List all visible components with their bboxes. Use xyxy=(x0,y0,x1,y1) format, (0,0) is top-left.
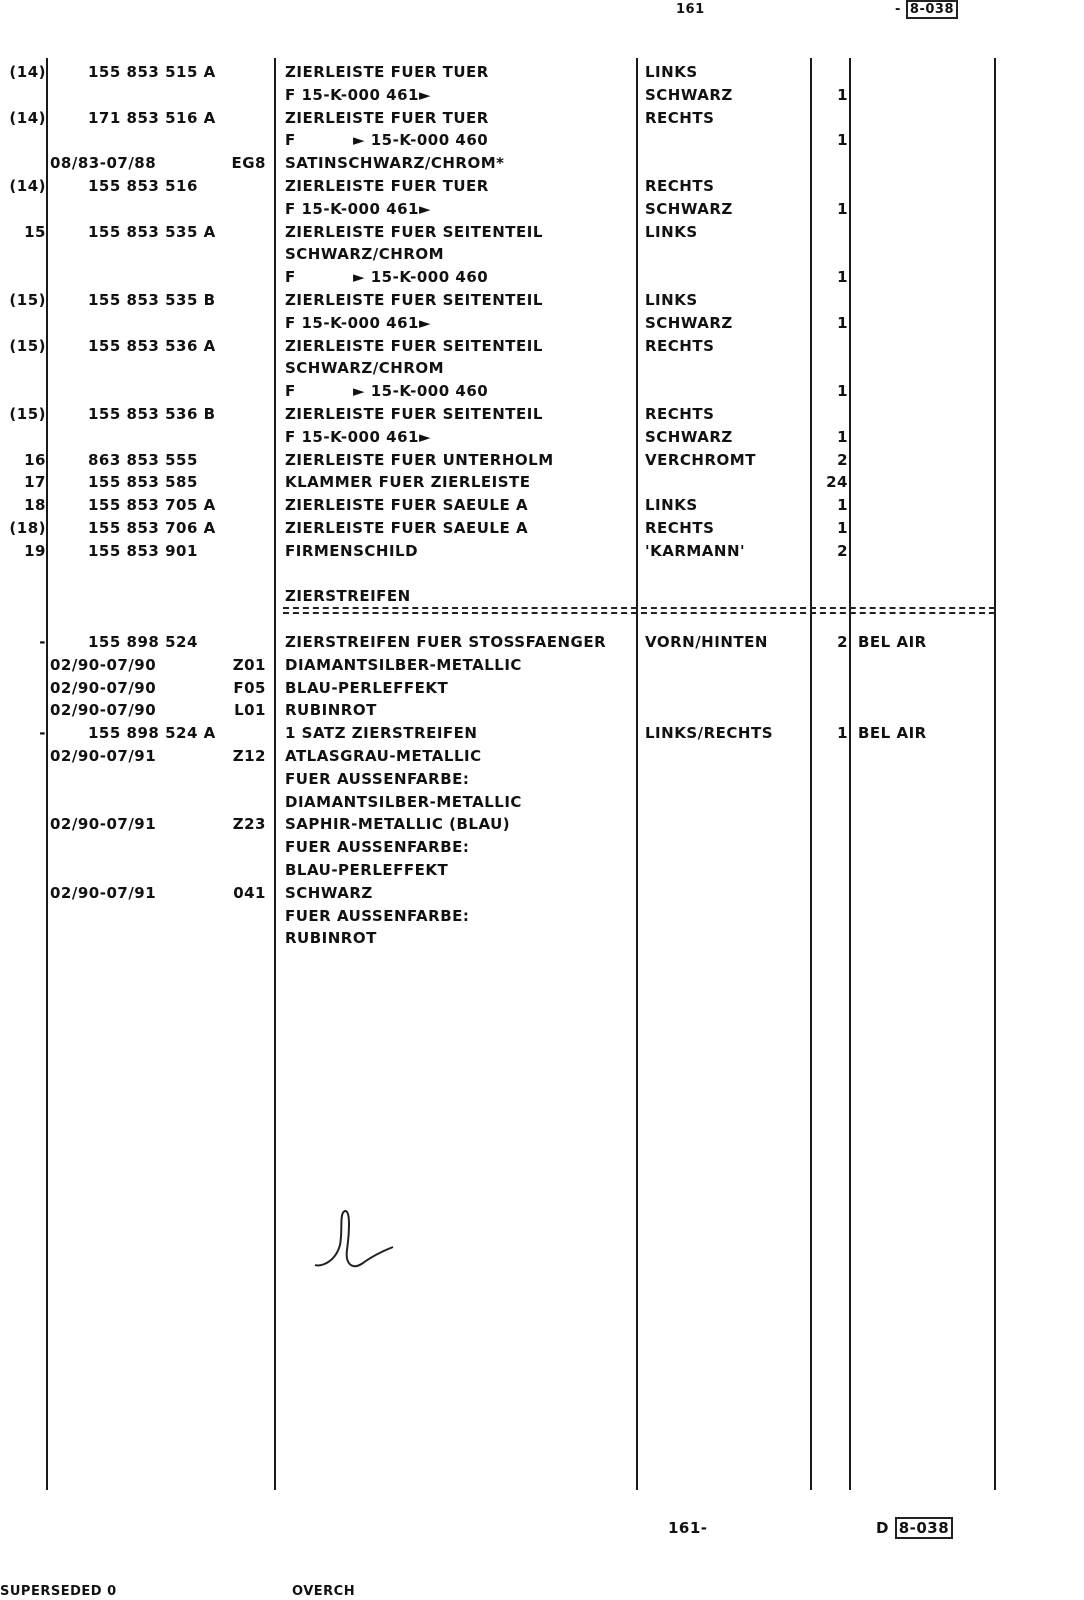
row-part-number: 155 853 706 A xyxy=(88,519,216,537)
row-description: ZIERSTREIFEN FUER STOSSFAENGER xyxy=(285,633,607,651)
row-quantity: 1 xyxy=(837,724,848,743)
row-description: ZIERLEISTE FUER SEITENTEIL xyxy=(285,291,543,309)
row-part-number: 155 853 535 A xyxy=(88,222,216,241)
row-quantity: 1 xyxy=(837,313,848,332)
row-code: Z23 xyxy=(232,815,266,834)
row-description: F 15-K-000 461► xyxy=(285,85,431,104)
table-row xyxy=(0,380,1084,403)
row-code: 041 xyxy=(233,883,266,902)
table-row xyxy=(0,289,1084,312)
table-row xyxy=(0,335,1084,358)
row-description: SAPHIR-METALLIC (BLAU) xyxy=(285,815,511,834)
header-section: - 8-038 xyxy=(895,2,958,17)
row-position: (15) xyxy=(9,405,46,423)
table-row xyxy=(0,494,1084,517)
table-row xyxy=(0,517,1084,540)
row-description: ZIERLEISTE FUER UNTERHOLM xyxy=(285,450,554,469)
row-part-number: 155 853 705 A xyxy=(88,496,216,515)
row-date-range: 02/90-07/91 xyxy=(50,883,157,902)
row-remark: RECHTS xyxy=(645,405,715,423)
row-part-number: 155 853 901 xyxy=(88,541,198,560)
row-remark: VORN/HINTEN xyxy=(645,633,768,651)
row-part-number: 155 853 536 A xyxy=(88,336,216,355)
row-model: BEL AIR xyxy=(858,724,927,743)
table-row xyxy=(0,243,1084,266)
row-quantity: 1 xyxy=(837,199,848,218)
row-position: 19 xyxy=(24,541,46,560)
table-row xyxy=(0,471,1084,494)
row-part-number: 155 853 535 B xyxy=(88,291,216,309)
row-remark: RECHTS xyxy=(645,336,715,355)
row-description: ZIERLEISTE FUER TUER xyxy=(285,177,489,195)
row-quantity: 2 xyxy=(837,633,848,651)
table-row xyxy=(0,266,1084,289)
row-date-range: 08/83-07/88 xyxy=(50,154,157,173)
row-remark: SCHWARZ xyxy=(645,313,733,332)
row-quantity: 2 xyxy=(837,541,848,560)
row-description: ZIERSTREIFEN xyxy=(285,587,411,606)
row-description: SCHWARZ/CHROM xyxy=(285,245,445,264)
table-row xyxy=(0,722,1084,745)
row-quantity: 1 xyxy=(837,519,848,537)
row-description: RUBINROT xyxy=(285,929,377,948)
row-description: DIAMANTSILBER-METALLIC xyxy=(285,792,522,811)
row-quantity: 1 xyxy=(837,496,848,515)
handwritten-mark xyxy=(305,1205,400,1280)
bottom-text-left: SUPERSEDED 0 xyxy=(0,1584,117,1599)
table-row xyxy=(0,84,1084,107)
row-code: EG8 xyxy=(231,154,266,173)
row-description: 1 SATZ ZIERSTREIFEN xyxy=(285,724,478,743)
row-quantity: 1 xyxy=(837,268,848,287)
row-description: FUER AUSSENFARBE: xyxy=(285,769,470,788)
table-row xyxy=(0,540,1084,563)
table-row xyxy=(0,563,1084,586)
row-quantity: 1 xyxy=(837,85,848,104)
table-row xyxy=(0,654,1084,677)
row-date-range: 02/90-07/90 xyxy=(50,701,157,720)
row-description: F ► 15-K-000 460 xyxy=(285,268,489,287)
table-row xyxy=(0,585,1084,608)
row-date-range: 02/90-07/90 xyxy=(50,678,157,697)
table-row xyxy=(0,608,1084,631)
table-row xyxy=(0,221,1084,244)
row-quantity: 1 xyxy=(837,382,848,401)
row-remark: RECHTS xyxy=(645,177,715,195)
row-remark: RECHTS xyxy=(645,519,715,537)
table-row xyxy=(0,403,1084,426)
row-description: KLAMMER FUER ZIERLEISTE xyxy=(285,473,531,492)
row-description: ZIERLEISTE FUER SEITENTEIL xyxy=(285,336,543,355)
row-description: F ► 15-K-000 460 xyxy=(285,382,489,401)
row-date-range: 02/90-07/91 xyxy=(50,815,157,834)
row-description: FUER AUSSENFARBE: xyxy=(285,838,470,857)
row-remark: RECHTS xyxy=(645,108,715,127)
row-position: 15 xyxy=(24,222,46,241)
table-row xyxy=(0,631,1084,654)
table-row xyxy=(0,882,1084,905)
row-description: RUBINROT xyxy=(285,701,377,720)
table-row xyxy=(0,859,1084,882)
row-code: Z01 xyxy=(232,655,266,674)
row-model: BEL AIR xyxy=(858,633,927,651)
row-position: (14) xyxy=(9,63,46,81)
table-row xyxy=(0,175,1084,198)
footer-section: D 8-038 xyxy=(876,1519,953,1537)
row-description: F ► 15-K-000 460 xyxy=(285,131,489,150)
footer-page-ref: 161- xyxy=(668,1519,708,1537)
table-row xyxy=(0,449,1084,472)
row-remark: LINKS xyxy=(645,496,698,515)
row-description: ZIERLEISTE FUER SEITENTEIL xyxy=(285,405,543,423)
row-part-number: 155 853 536 B xyxy=(88,405,216,423)
row-part-number: 171 853 516 A xyxy=(88,108,216,127)
table-row xyxy=(0,927,1084,950)
row-part-number: 863 853 555 xyxy=(88,450,198,469)
table-row xyxy=(0,198,1084,221)
row-part-number: 155 853 585 xyxy=(88,473,198,492)
table-row xyxy=(0,699,1084,722)
row-quantity: 1 xyxy=(837,427,848,446)
row-remark: LINKS xyxy=(645,222,698,241)
row-remark: LINKS xyxy=(645,63,698,81)
row-description: SCHWARZ xyxy=(285,883,373,902)
row-position: 17 xyxy=(24,473,46,492)
table-row xyxy=(0,152,1084,175)
row-quantity: 2 xyxy=(837,450,848,469)
row-code: Z12 xyxy=(232,747,266,765)
row-description: ZIERLEISTE FUER SEITENTEIL xyxy=(285,222,543,241)
row-description: ATLASGRAU-METALLIC xyxy=(285,747,482,765)
table-row xyxy=(0,813,1084,836)
row-description: ZIERLEISTE FUER SAEULE A xyxy=(285,519,529,537)
table-row xyxy=(0,905,1084,928)
table-row xyxy=(0,768,1084,791)
row-date-range: 02/90-07/90 xyxy=(50,655,157,674)
row-remark: SCHWARZ xyxy=(645,199,733,218)
row-part-number: 155 853 516 xyxy=(88,177,198,195)
row-description: F 15-K-000 461► xyxy=(285,427,431,446)
row-description: SATINSCHWARZ/CHROM* xyxy=(285,154,505,173)
row-description: ZIERLEISTE FUER TUER xyxy=(285,108,489,127)
header-page-ref: 161 xyxy=(676,2,705,17)
row-description: BLAU-PERLEFFEKT xyxy=(285,678,449,697)
row-remark: SCHWARZ xyxy=(645,427,733,446)
row-part-number: 155 853 515 A xyxy=(88,63,216,81)
table-row xyxy=(0,745,1084,768)
table-row xyxy=(0,312,1084,335)
row-position: (14) xyxy=(9,177,46,195)
row-description: ZIERLEISTE FUER SAEULE A xyxy=(285,496,529,515)
table-row xyxy=(0,791,1084,814)
row-remark: LINKS/RECHTS xyxy=(645,724,773,743)
row-position: - xyxy=(39,633,46,651)
row-position: (15) xyxy=(9,336,46,355)
table-row xyxy=(0,426,1084,449)
row-quantity: 24 xyxy=(826,473,848,492)
table-row xyxy=(0,107,1084,130)
row-position: - xyxy=(39,724,46,743)
row-part-number: 155 898 524 A xyxy=(88,724,216,743)
table-row xyxy=(0,129,1084,152)
row-code: L01 xyxy=(234,701,266,720)
row-position: (15) xyxy=(9,291,46,309)
table-row xyxy=(0,677,1084,700)
row-description: BLAU-PERLEFFEKT xyxy=(285,861,449,879)
row-description: DIAMANTSILBER-METALLIC xyxy=(285,655,522,674)
row-description: FUER AUSSENFARBE: xyxy=(285,906,470,925)
table-row xyxy=(0,836,1084,859)
row-remark: 'KARMANN' xyxy=(645,541,746,560)
row-description: FIRMENSCHILD xyxy=(285,541,419,560)
row-date-range: 02/90-07/91 xyxy=(50,747,157,765)
table-row xyxy=(0,357,1084,380)
row-part-number: 155 898 524 xyxy=(88,633,198,651)
row-description: SCHWARZ/CHROM xyxy=(285,359,445,378)
row-remark: LINKS xyxy=(645,291,698,309)
row-remark: VERCHROMT xyxy=(645,450,756,469)
row-description: F 15-K-000 461► xyxy=(285,313,431,332)
bottom-text-right: OVERCH xyxy=(292,1584,356,1599)
row-description: F 15-K-000 461► xyxy=(285,199,431,218)
row-description: ZIERLEISTE FUER TUER xyxy=(285,63,489,81)
row-position: 18 xyxy=(24,496,46,515)
row-remark: SCHWARZ xyxy=(645,85,733,104)
row-position: (18) xyxy=(9,519,46,537)
row-quantity: 1 xyxy=(837,131,848,150)
row-position: (14) xyxy=(9,108,46,127)
row-position: 16 xyxy=(24,450,46,469)
table-row xyxy=(0,61,1084,84)
row-code: F05 xyxy=(233,678,266,697)
